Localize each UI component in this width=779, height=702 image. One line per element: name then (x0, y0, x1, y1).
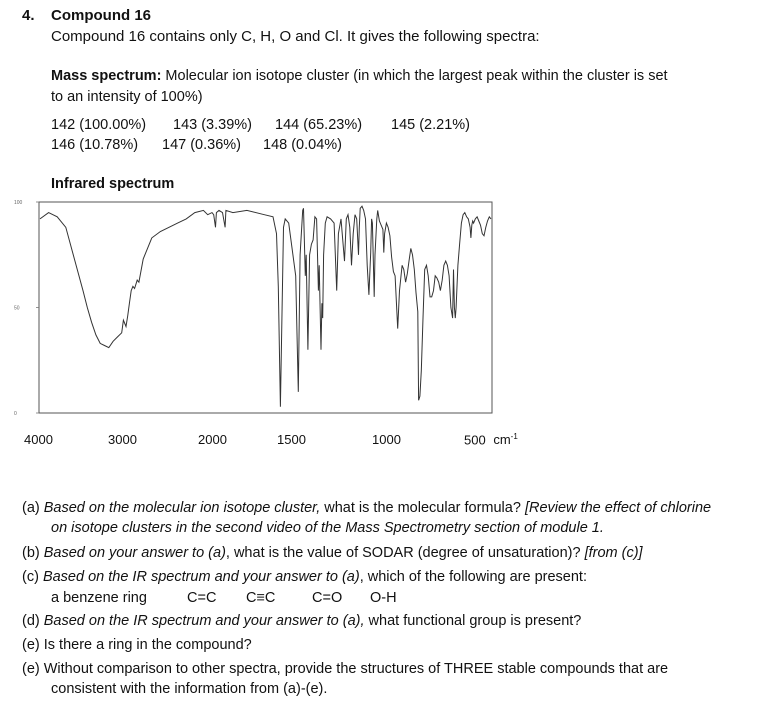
ir-x-tick: 3000 (108, 432, 137, 447)
ir-plot-frame (39, 202, 492, 413)
question-b-prefix: (b) (22, 545, 44, 561)
ir-x-tick: 1000 (372, 432, 401, 447)
question-c-prefix: (c) (22, 569, 43, 585)
isotope-peak: 148 (0.04%) (263, 137, 342, 153)
isotope-peak: 146 (10.78%) (51, 137, 139, 153)
question-e-ring: (e) Is there a ring in the compound? (22, 637, 252, 653)
question-c (22, 567, 587, 587)
question-e-structures-line2: consistent with the information from (a)-(e). (51, 681, 328, 697)
isotope-peak: 143 (3.39%) (173, 117, 252, 133)
question-a-prefix: (a) (22, 500, 44, 516)
question-a (22, 498, 711, 518)
question-d-italic: Based on the IR spectrum and your answer to (a), (43, 613, 365, 629)
question-c-option: a benzene ring (51, 590, 147, 606)
question-a-hint: [Review the effect of chlorine (524, 500, 712, 516)
question-c-italic: Based on the IR spectrum and your answer to (a) (42, 569, 360, 585)
problem-number: 4. (22, 7, 35, 24)
ir-x-tick: 1500 (277, 432, 306, 447)
ir-y-tick-label: 100 (14, 200, 23, 206)
ir-spectrum-chart (0, 190, 779, 455)
ir-x-tick (464, 432, 518, 447)
question-b-italic: Based on your answer to (a) (43, 545, 226, 561)
question-a-text: what is the molecular formula? (320, 500, 525, 516)
ir-x-unit: cm (493, 432, 511, 448)
isotope-peak: 145 (2.21%) (391, 117, 470, 133)
ir-y-axis (14, 200, 39, 417)
problem-intro: Compound 16 contains only C, H, O and Cl. It gives the following spectra: (51, 28, 540, 45)
ir-y-tick-label: 0 (14, 411, 17, 417)
mass-spectrum-desc-line1: Molecular ion isotope cluster (in which the largest peak within the cluster is set (161, 68, 668, 84)
ir-x-tick-500: 500 (464, 432, 486, 448)
ir-x-unit-sup: -1 (510, 432, 518, 441)
question-d-prefix: (d) (22, 613, 44, 629)
isotope-peak: 147 (0.36%) (162, 137, 241, 153)
question-c-option: C=O (312, 590, 343, 606)
question-d-text: what functional group is present? (364, 613, 582, 629)
question-b-hint: [from (c)] (584, 545, 643, 561)
isotope-peak: 144 (65.23%) (275, 117, 363, 133)
question-e-structures: (e) Without comparison to other spectra, provide the structures of THREE stable compounds that are (22, 661, 669, 677)
mass-spectrum-desc-line2: to an intensity of 100%) (51, 89, 203, 105)
question-c-option: O-H (370, 590, 397, 606)
question-c-option: C≡C (246, 590, 276, 606)
ir-x-tick: 2000 (198, 432, 227, 447)
question-b (22, 543, 643, 563)
question-d (22, 611, 581, 631)
question-c-text: , which of the following are present: (359, 569, 587, 585)
mass-spectrum-label: Mass spectrum: (51, 68, 162, 84)
mass-spectrum-description (51, 68, 668, 84)
ir-spectrum-line (40, 206, 491, 407)
ir-title: Infrared spectrum (51, 176, 175, 192)
problem-title: Compound 16 (51, 7, 151, 24)
question-a-line2: on isotope clusters in the second video of the Mass Spectrometry section of module 1. (51, 520, 604, 536)
ir-x-tick: 4000 (24, 432, 53, 447)
question-c-option: C=C (187, 590, 217, 606)
isotope-peak: 142 (100.00%) (51, 117, 147, 133)
question-b-text: , what is the value of SODAR (degree of unsaturation)? (225, 545, 585, 561)
ir-y-tick-label: 50 (14, 305, 20, 312)
question-a-italic: Based on the molecular ion isotope cluster, (43, 500, 321, 516)
